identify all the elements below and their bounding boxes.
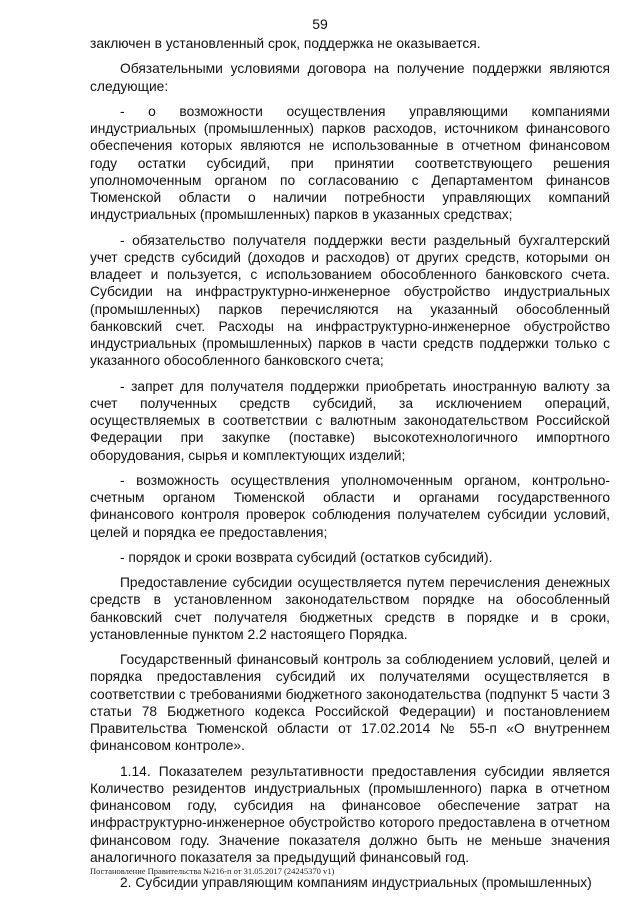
page-number: 59 [312,16,328,32]
list-item-condition-4: - возможность осуществления уполномоченным органом, контрольно-счетным органом Тюменской области и органами государственного финансового контроля проверок соблюдения получателем субсидии условий, целей и порядка ее предоставления; [90,472,610,540]
paragraph-financial-control: Государственный финансовый контроль за соблюдением условий, целей и порядка предоставления субсидий их получателями осуществляется в соответствии с требованиями бюджетного законодательства (подпункт 5 части 3 статьи 78 Бюджетного кодекса Российской Федерации) и постановлением Правительства Тюменской области от 17.02.2014 № 55-п «О внутреннем финансовом контроле». [90,652,610,754]
document-footer: Постановление Правительства №216-п от 31.05.2017 (24245370 v1) [90,866,335,876]
paragraph-1-14-indicator: 1.14. Показателем результативности предоставления субсидии является Количество резидентов индустриальных (промышленного) парка в отчетном финансовом году, субсидия на финансовое обеспечение затрат на инфраструктурно-инженерное обустройство которого предоставлена в отчетном финансовом году. Значение показателя должно быть не меньше значения аналогичного показателя за предыдущий финансовый год. [90,763,610,865]
document-body [90,35,610,891]
paragraph-continuation: заключен в установленный срок, поддержка не оказывается. [90,36,481,51]
list-item-condition-3: - запрет для получателя поддержки приобретать иностранную валюту за счет полученных средств субсидий, за исключением операций, осуществляемых в соответствии с валютным законодательством Российской Федерации при закупке (поставке) высокотехнологичного импортного оборудования, сырья и комплектующих изделий; [90,378,610,463]
list-item-condition-5: - порядок и сроки возврата субсидий (остатков субсидий). [120,549,493,565]
list-item-condition-1: - о возможности осуществления управляющими компаниями индустриальных (промышленных) парков расходов, источником финансового обеспечения которых являются не использованные в отчетном финансовом году остатки субсидий, при принятии соответствующего решения уполномоченным органом по согласованию с Департаментом финансов Тюменской области о наличии потребности управляющих компаний индустриальных (промышленных) парков в указанных средствах; [90,103,610,223]
list-item-condition-2: - обязательство получателя поддержки вести раздельный бухгалтерский учет средств субсидий (доходов и расходов) от других средств, которыми он владеет и пользуется, с использованием обособленного банковского счета. Субсидии на инфраструктурно-инженерное обустройство индустриальных (промышленных) парков перечисляются на указанный обособленный банковский счет. Расходы на инфраструктурно-инженерное обустройство индустриальных (промышленных) парков в части средств поддержки только с указанного обособленного банковского счета; [90,232,610,369]
paragraph-conditions-intro: Обязательными условиями договора на получение поддержки являются следующие: [90,61,610,94]
paragraph-2-subsidies: 2. Субсидии управляющим компаниям индустриальных (промышленных) [120,875,592,890]
paragraph-subsidy-provision: Предоставление субсидии осуществляется путем перечисления денежных средств в установленном законодательством порядке на обособленный банковский счет получателя бюджетных средств в порядке и в сроки, установленные пунктом 2.2 настоящего Порядка. [90,575,610,642]
